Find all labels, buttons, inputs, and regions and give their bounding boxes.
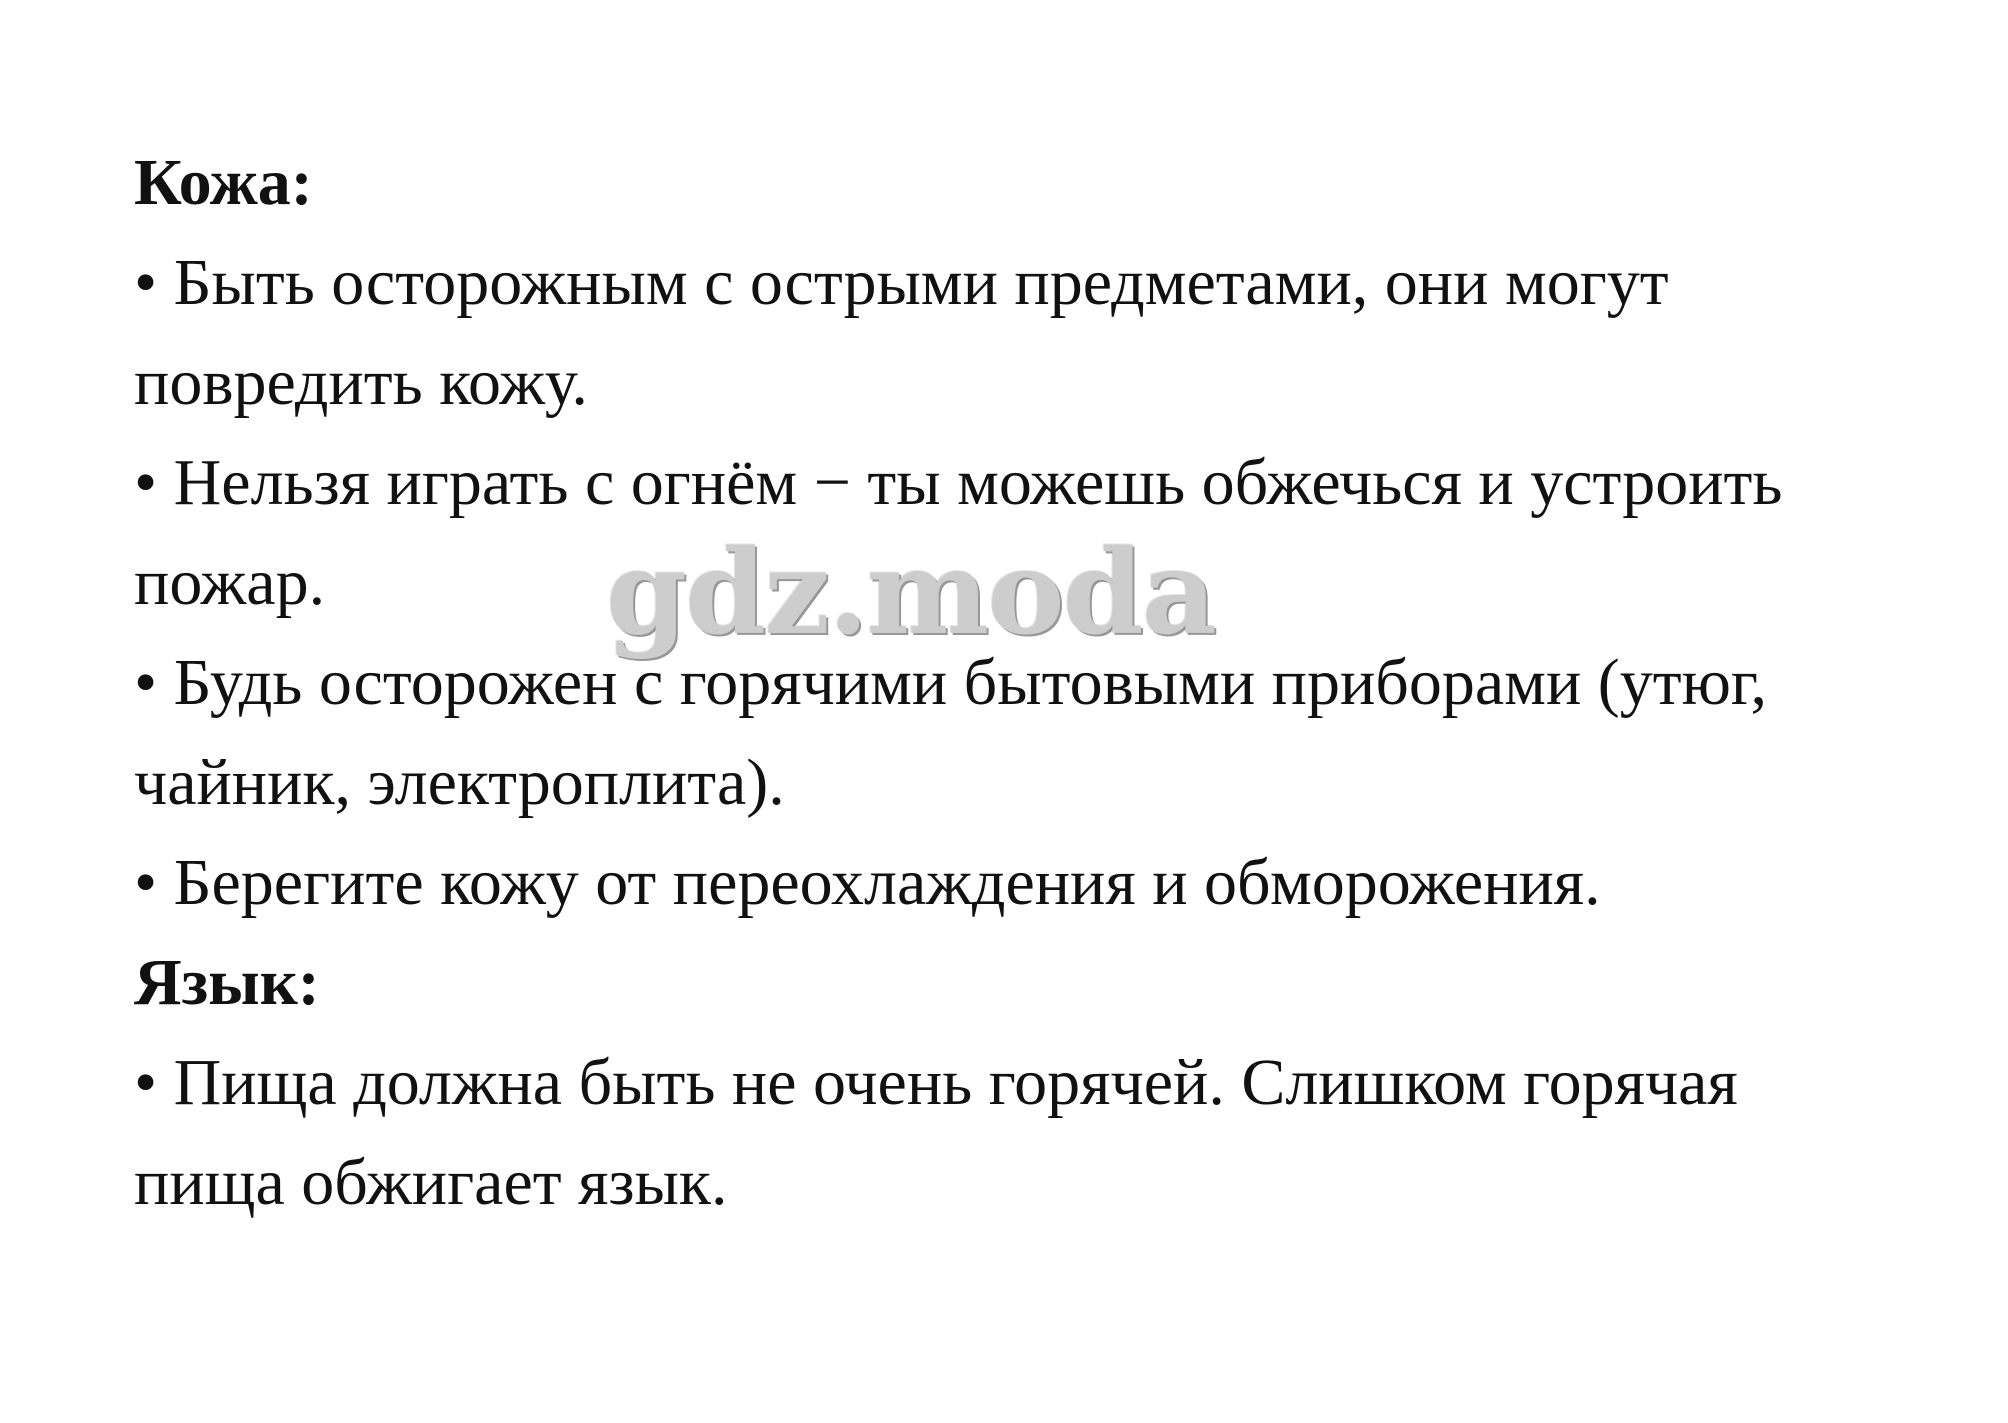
watermark-logo: gdz.moda (606, 525, 1215, 661)
list-item-continuation: пища обжигает язык. (134, 1146, 728, 1219)
list-item: • Будь осторожен с горячими бытовыми приборами (утюг, (134, 646, 1768, 719)
list-item: • Берегите кожу от переохлаждения и обморожения. (134, 846, 1601, 919)
list-item: • Быть осторожным с острыми предметами, они могут (134, 246, 1669, 319)
section-heading-skin: Кожа: (134, 146, 313, 219)
section-heading-tongue: Язык: (134, 946, 320, 1019)
list-item: • Пища должна быть не очень горячей. Слишком горячая (134, 1046, 1738, 1119)
list-item-continuation: пожар. (134, 546, 326, 619)
list-item-continuation: чайник, электроплита). (134, 746, 785, 819)
list-item-continuation: повредить кожу. (134, 346, 588, 419)
list-item: • Нельзя играть с огнём − ты можешь обжечься и устроить (134, 446, 1783, 519)
